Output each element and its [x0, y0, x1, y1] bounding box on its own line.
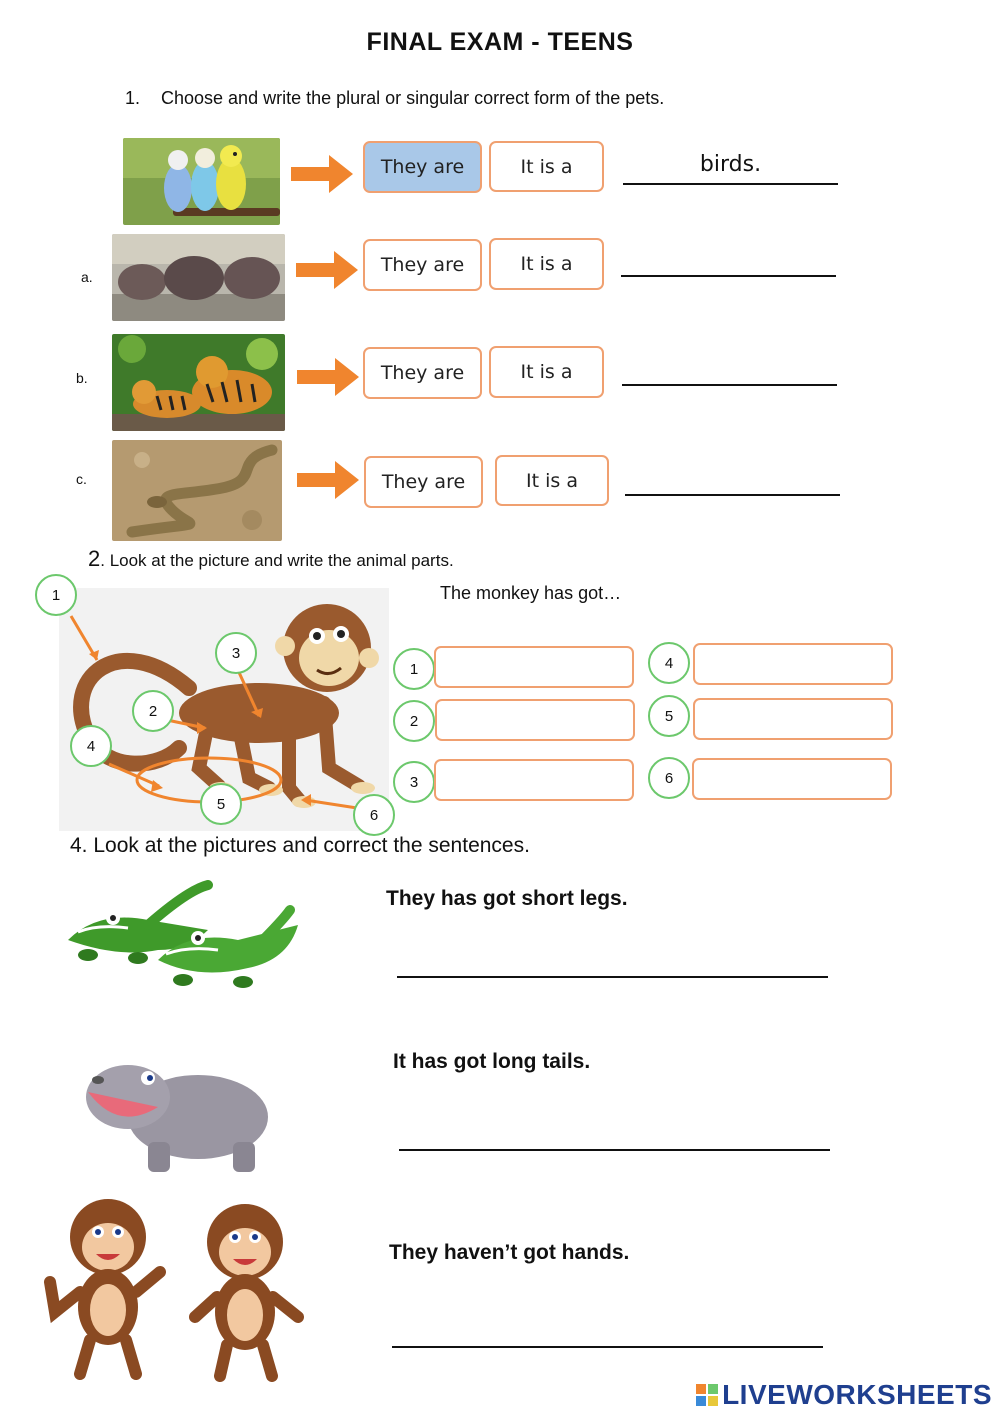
hippo-icon [78, 1052, 273, 1182]
option-it-is-a[interactable]: It is a [489, 238, 604, 290]
correction-line-2[interactable] [399, 1149, 830, 1151]
option-it-is-a[interactable]: It is a [495, 455, 609, 506]
part-input-3[interactable] [434, 759, 634, 801]
q1-instruction [125, 88, 664, 109]
correction-line-1[interactable] [397, 976, 828, 978]
hippos-photo [112, 234, 285, 321]
answer-line[interactable] [621, 275, 836, 277]
correction-line-3[interactable] [392, 1346, 823, 1348]
row-letter: c. [76, 471, 87, 487]
monkey-caption: The monkey has got… [440, 583, 622, 603]
answer-line[interactable] [625, 494, 840, 496]
diagram-label-1: 1 [35, 574, 77, 616]
q1-number: 1. [125, 88, 141, 108]
answer-line[interactable] [622, 384, 837, 386]
diagram-label-4: 4 [70, 725, 112, 767]
option-they-are[interactable]: They are [363, 239, 482, 291]
part-input-1[interactable] [434, 646, 634, 688]
q2-instruction [88, 546, 454, 572]
answer-line [623, 183, 838, 185]
snake-photo [112, 440, 282, 541]
option-they-are[interactable]: They are [364, 456, 483, 508]
arrow-right-icon [297, 358, 359, 396]
part-input-6[interactable] [692, 758, 892, 800]
tigers-photo [112, 334, 285, 431]
diagram-label-6: 6 [353, 794, 395, 836]
box-number-4: 4 [648, 642, 690, 684]
option-it-is-a[interactable]: It is a [489, 141, 604, 192]
q4-instruction: 4. Look at the pictures and correct the sentences. [70, 834, 530, 857]
arrow-right-icon [297, 461, 359, 499]
box-number-6: 6 [648, 757, 690, 799]
arrow-right-icon [291, 155, 353, 193]
row-letter: b. [76, 370, 88, 386]
part-input-4[interactable] [693, 643, 893, 685]
diagram-label-3: 3 [215, 632, 257, 674]
q2-number: 2 [88, 546, 101, 571]
box-number-2: 2 [393, 700, 435, 742]
row-letter: a. [81, 269, 93, 285]
box-number-1: 1 [393, 648, 435, 690]
box-number-5: 5 [648, 695, 690, 737]
diagram-label-2: 2 [132, 690, 174, 732]
sentence-1: They has got short legs. [386, 887, 628, 910]
crocodiles-icon [58, 880, 303, 1000]
q2-text: . Look at the picture and write the animal parts. [100, 551, 454, 570]
option-they-are[interactable]: They are [363, 347, 482, 399]
q1-text: Choose and write the plural or singular correct form of the pets. [161, 88, 665, 108]
logo-mark-icon [696, 1381, 718, 1403]
sentence-3: They haven’t got hands. [389, 1241, 630, 1264]
logo-text: LIVEWORKSHEETS [722, 1379, 992, 1410]
option-they-are[interactable]: They are [363, 141, 482, 193]
monkeys-icon [40, 1192, 315, 1387]
answer-text[interactable]: birds. [699, 152, 762, 177]
liveworksheets-logo[interactable] [696, 1379, 992, 1411]
arrow-right-icon [296, 251, 358, 289]
sentence-2: It has got long tails. [393, 1050, 591, 1073]
parakeets-photo [123, 138, 280, 225]
part-input-5[interactable] [693, 698, 893, 740]
box-number-3: 3 [393, 761, 435, 803]
page-title: FINAL EXAM - TEENS [366, 28, 634, 56]
option-it-is-a[interactable]: It is a [489, 346, 604, 398]
part-input-2[interactable] [435, 699, 635, 741]
diagram-label-5: 5 [200, 783, 242, 825]
